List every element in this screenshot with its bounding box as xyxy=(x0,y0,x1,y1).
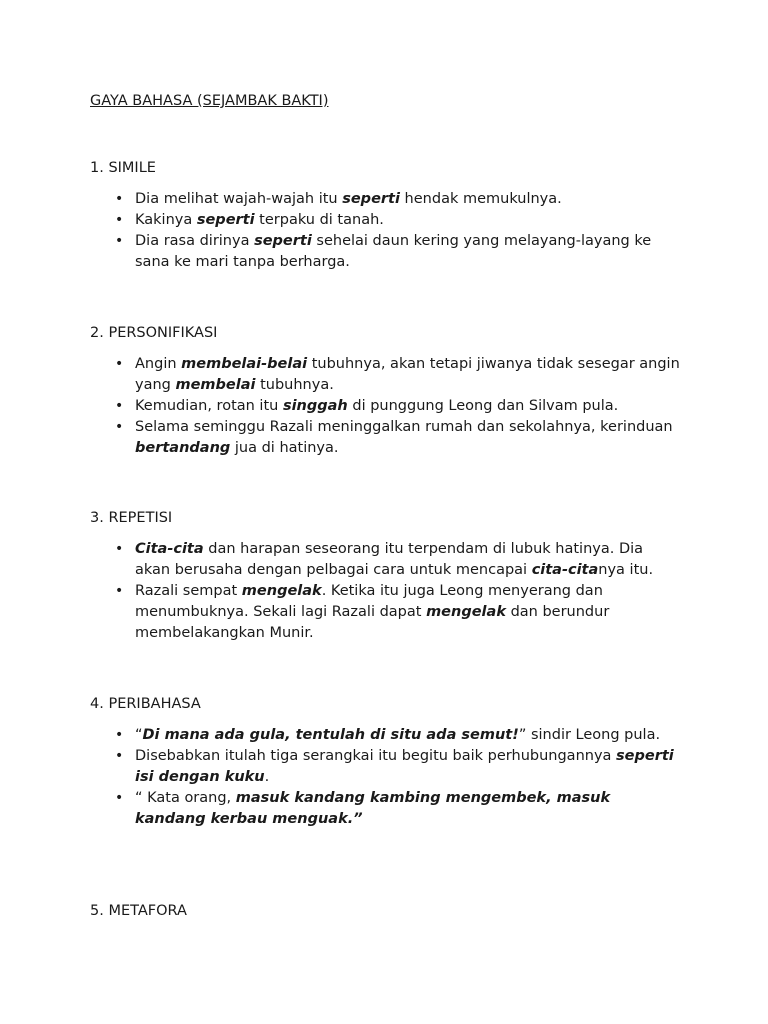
list-item xyxy=(90,396,680,417)
text-run: Dia melihat wajah-wajah itu xyxy=(135,191,343,207)
section-heading: 2. PERSONIFIKASI xyxy=(90,325,218,341)
bullet-icon: • xyxy=(115,191,124,207)
emphasis-text: mengelak xyxy=(426,604,506,620)
text-run: nya itu. xyxy=(598,562,654,578)
section-heading: 3. REPETISI xyxy=(90,510,173,526)
text-run: dan harapan seseorang itu terpendam di lubuk hatinya. Dia akan berusaha dengan pelbagai cara untuk mencapai xyxy=(135,541,644,578)
list-item xyxy=(90,539,680,581)
section-heading: 4. PERIBAHASA xyxy=(90,696,201,712)
emphasis-text: seperti xyxy=(342,191,400,207)
section-peribahasa xyxy=(90,696,690,830)
list-item xyxy=(90,788,680,830)
emphasis-text: seperti isi dengan kuku xyxy=(135,748,674,785)
bullet-list xyxy=(90,354,690,459)
emphasis-text: masuk kandang kambing mengembek, masuk kandang kerbau menguak.” xyxy=(135,790,611,827)
list-item xyxy=(90,231,680,273)
list-item xyxy=(90,417,680,459)
emphasis-text: Cita-cita xyxy=(135,541,204,557)
section-heading: 5. METAFORA xyxy=(90,903,187,919)
text-run: Angin xyxy=(135,356,182,372)
text-run: “ xyxy=(135,727,143,743)
list-item xyxy=(90,354,680,396)
list-item xyxy=(90,746,680,788)
section-personifikasi xyxy=(90,325,690,459)
bullet-icon: • xyxy=(115,727,124,743)
document-title: GAYA BAHASA (SEJAMBAK BAKTI) xyxy=(90,93,329,109)
text-run: Dia rasa dirinya xyxy=(135,233,255,249)
section-heading: 1. SIMILE xyxy=(90,160,156,176)
text-run: jua di hatinya. xyxy=(230,440,339,456)
bullet-list xyxy=(90,725,690,830)
bullet-icon: • xyxy=(115,583,124,599)
text-run: “ Kata orang, xyxy=(135,790,236,806)
emphasis-text: mengelak xyxy=(241,583,322,599)
emphasis-text: singgah xyxy=(282,398,348,414)
bullet-icon: • xyxy=(115,212,124,228)
bullet-icon: • xyxy=(115,356,124,372)
text-run: Selama seminggu Razali meninggalkan rumah dan sekolahnya, kerinduan xyxy=(135,419,673,435)
text-run: ” sindir Leong pula. xyxy=(518,727,661,743)
bullet-list xyxy=(90,189,690,273)
bullet-icon: • xyxy=(115,233,124,249)
text-run: hendak memukulnya. xyxy=(399,191,562,207)
list-item xyxy=(90,189,680,210)
emphasis-text: Di mana ada gula, tentulah di situ ada semut! xyxy=(142,727,519,743)
text-run: Kemudian, rotan itu xyxy=(135,398,283,414)
text-run: di punggung Leong dan Silvam pula. xyxy=(347,398,619,414)
text-run: dan berundur membelakangkan Munir. xyxy=(135,604,610,641)
bullet-icon: • xyxy=(115,398,124,414)
list-item xyxy=(90,210,680,231)
section-metafora xyxy=(90,903,690,919)
bullet-icon: • xyxy=(115,790,124,806)
bullet-list xyxy=(90,539,690,644)
emphasis-text: membelai xyxy=(175,377,256,393)
list-item xyxy=(90,581,680,644)
list-item xyxy=(90,725,680,746)
text-run: sehelai daun kering yang melayang-layang ke sana ke mari tanpa berharga. xyxy=(135,233,652,270)
emphasis-text: cita-cita xyxy=(531,562,599,578)
emphasis-text: bertandang xyxy=(135,440,231,456)
emphasis-text: seperti xyxy=(196,212,255,228)
section-simile xyxy=(90,160,690,273)
text-run: Razali sempat xyxy=(135,583,242,599)
text-run: Disebabkan itulah tiga serangkai itu begitu baik perhubungannya xyxy=(135,748,617,764)
bullet-icon: • xyxy=(115,541,124,557)
text-run: . Ketika itu juga Leong menyerang dan menumbuknya. Sekali lagi Razali dapat xyxy=(135,583,603,620)
emphasis-text: membelai-belai xyxy=(181,356,308,372)
emphasis-text: seperti xyxy=(254,233,312,249)
text-run: . xyxy=(264,769,270,785)
text-run: tubuhnya. xyxy=(255,377,334,393)
bullet-icon: • xyxy=(115,748,124,764)
bullet-icon: • xyxy=(115,419,124,435)
section-repetisi xyxy=(90,510,690,644)
text-run: terpaku di tanah. xyxy=(254,212,384,228)
text-run: Kakinya xyxy=(135,212,197,228)
text-run: tubuhnya, akan tetapi jiwanya tidak sesegar angin yang xyxy=(135,356,680,393)
